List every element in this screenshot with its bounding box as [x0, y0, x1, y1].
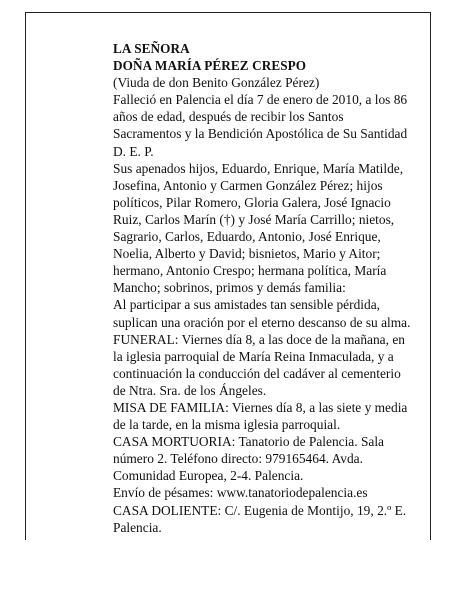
obituary-notice — [113, 40, 413, 536]
family-paragraph: Sus apenados hijos, Eduardo, Enrique, María Matilde, Josefina, Antonio y Carmen González Pérez; hijos políticos, Pilar Romero, Gloria Galera, José Ignacio Ruiz, Carlos Marín (†) y José María Carrillo; nietos, Sagrario, Carlos, Eduardo, Antonio, José Enrique, Noelia, Alberto y David; bisnietos, Mario y Aitor; hermano, Antonio Crespo; hermana política, María Mancho; sobrinos, primos y demás familia: — [113, 160, 404, 296]
request-paragraph: Al participar a sus amistades tan sensible pérdida, suplican una oración por el eterno descanso de su alma. — [113, 297, 411, 330]
death-paragraph: Falleció en Palencia el día 7 de enero de 2010, a los 86 años de edad, después de recibir los Santos Sacramentos y la Bendición Apostólica de Su Santidad — [113, 92, 408, 142]
deceased-name: DOÑA MARÍA PÉREZ CRESPO — [113, 58, 307, 74]
widow-of-line: (Viuda de don Benito González Pérez) — [113, 75, 320, 91]
condolences-line: Envío de pésames: www.tanatoriodepalencia.es — [113, 485, 368, 501]
funeral-paragraph: FUNERAL: Viernes día 8, a las doce de la mañana, en la iglesia parroquial de María Reina Inmaculada, y a continuación la conducción del cadáver al cementerio de Ntra. Sra. de los Ángeles. — [113, 331, 405, 398]
mass-paragraph: MISA DE FAMILIA: Viernes día 8, a las siete y media de la tarde, en la misma iglesia parroquial. — [113, 399, 408, 433]
mourning-house-paragraph: CASA DOLIENTE: C/. Eugenia de Montijo, 19, 2.º E. Palencia. — [113, 502, 407, 535]
rip-line: D. E. P. — [113, 143, 154, 159]
title-line-1: LA SEÑORA — [113, 41, 190, 56]
funeral-home-paragraph: CASA MORTUORIA: Tanatorio de Palencia. Sala número 2. Teléfono directo: 979165464. Avda. Comunidad Europea, 2-4. Palencia. — [113, 434, 384, 484]
